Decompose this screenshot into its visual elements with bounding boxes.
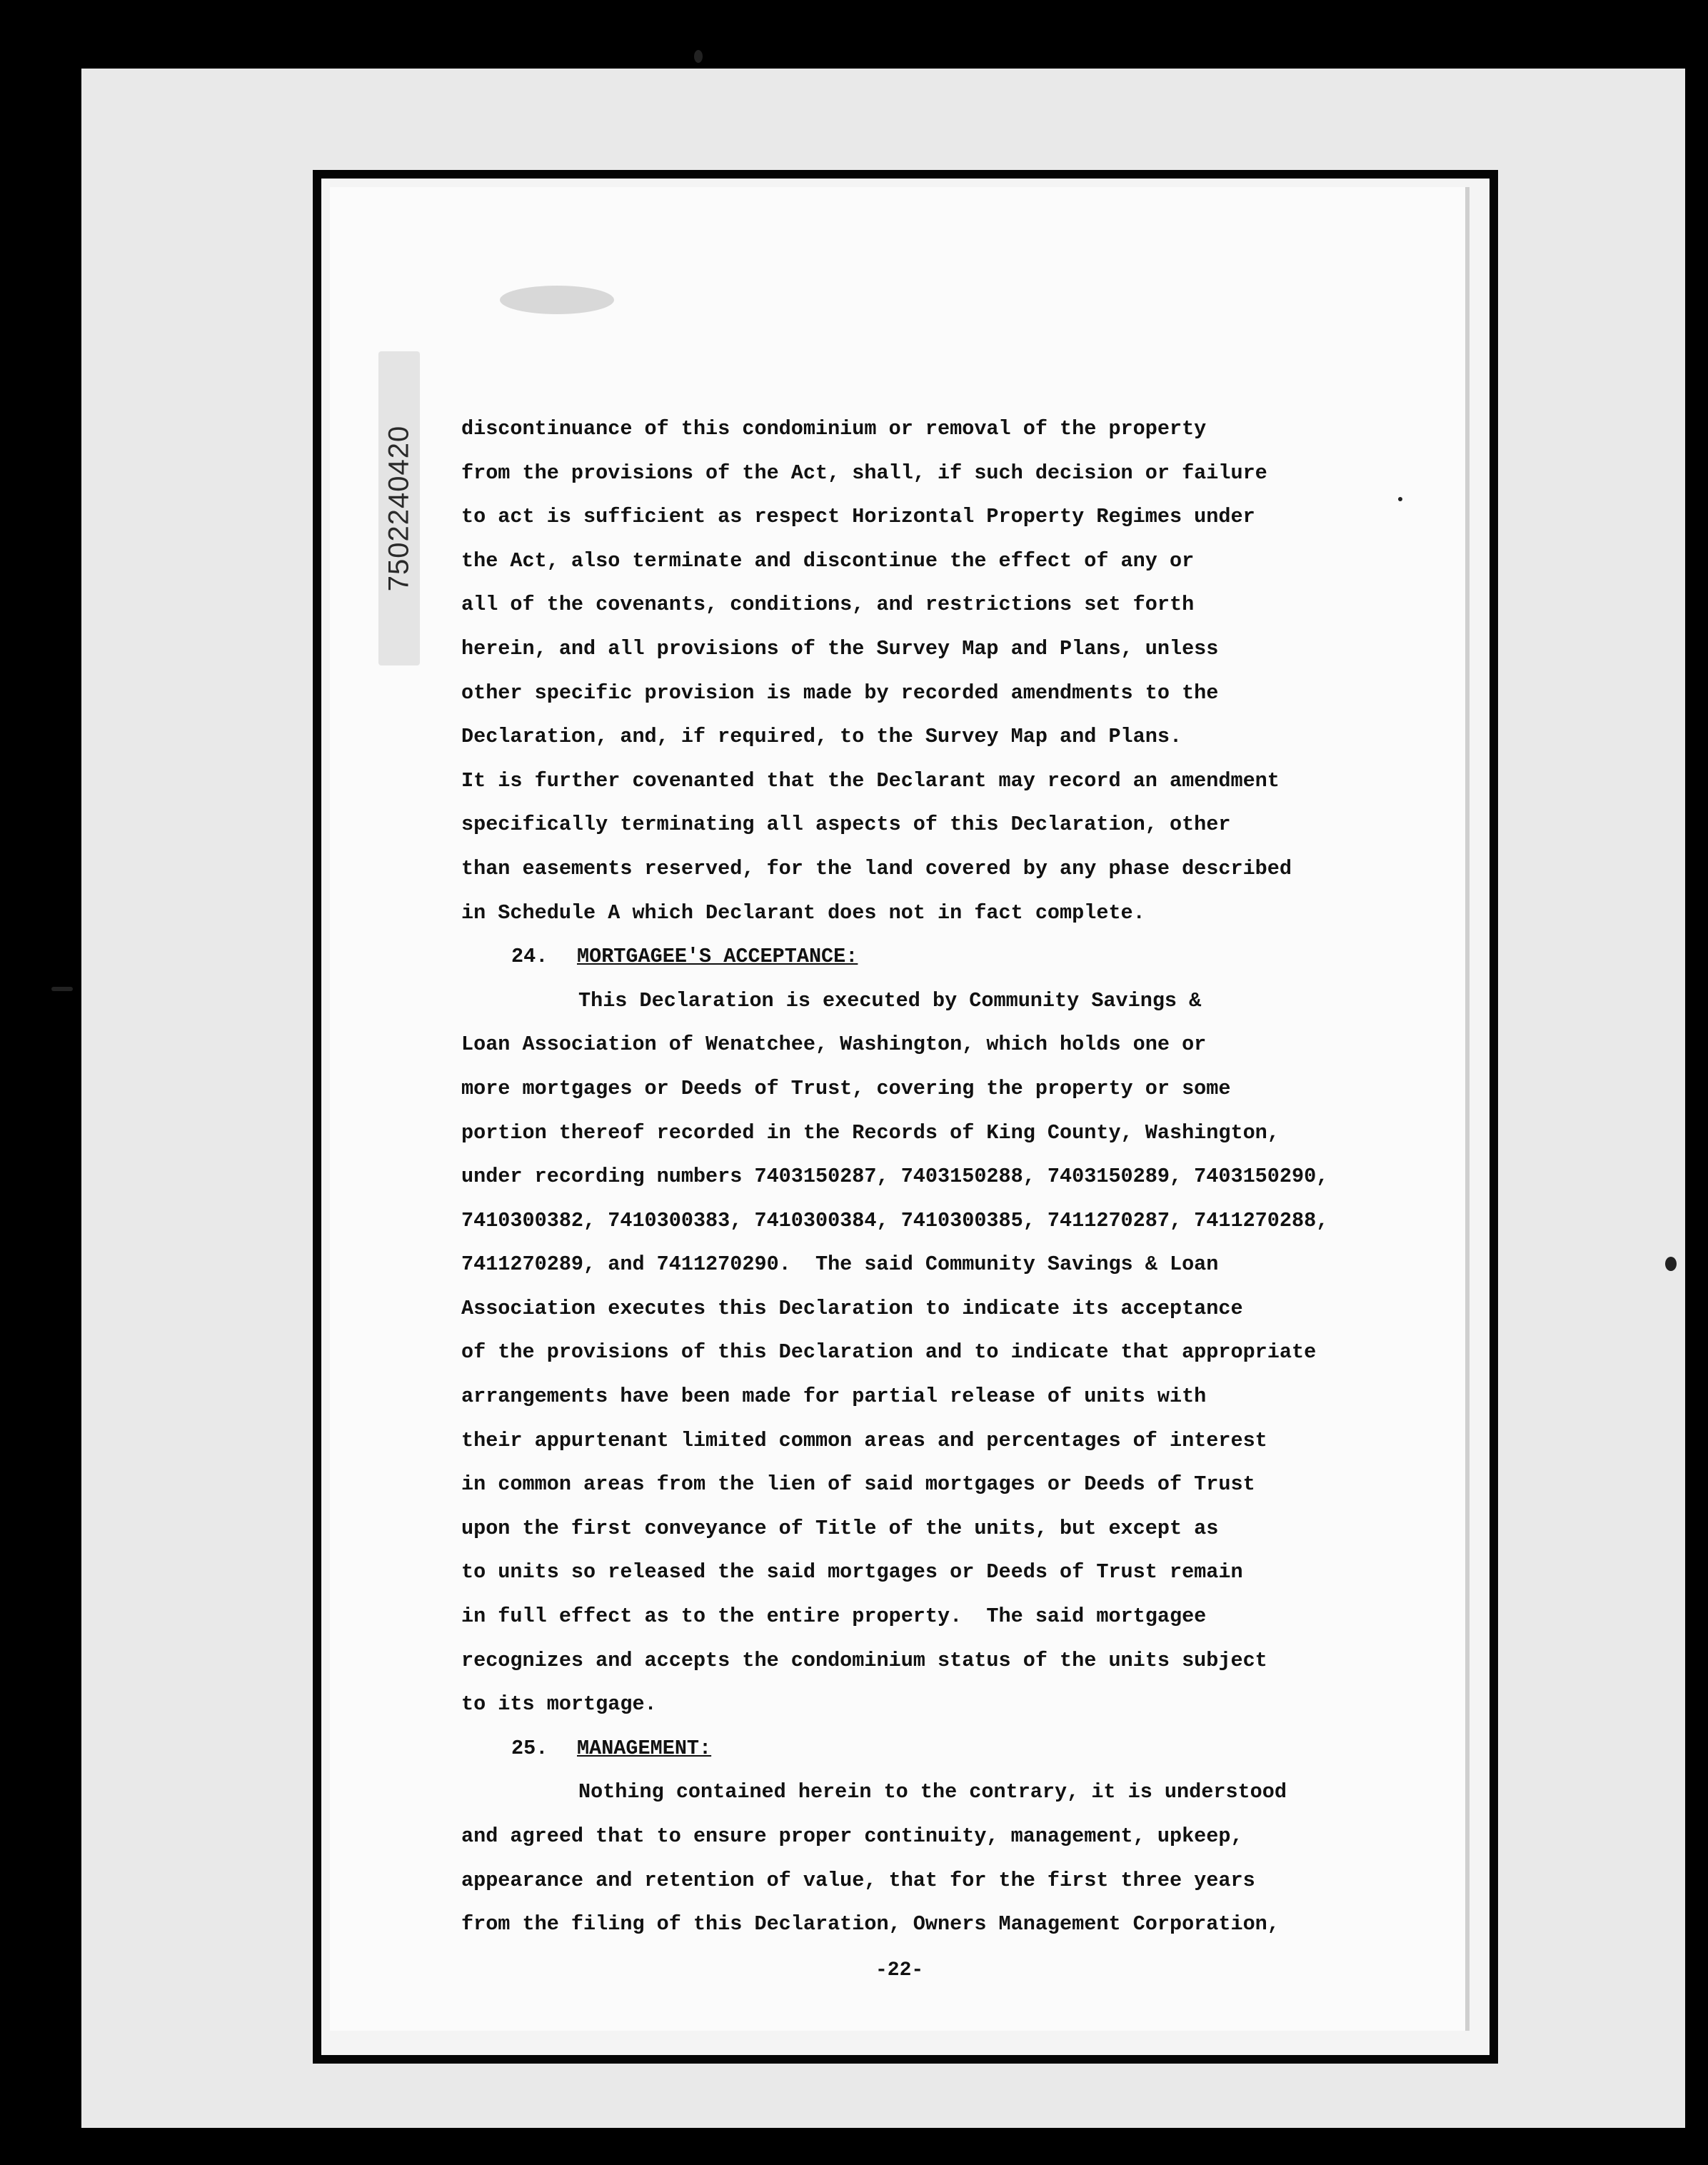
section-24-number: 24.: [511, 945, 548, 969]
section-24-line: Association executes this Declaration to indicate its acceptance: [461, 1296, 1243, 1320]
body-line: the Act, also terminate and discontinue the effect of any or: [461, 548, 1195, 573]
section-24-line: 7411270289, and 7411270290. The said Community Savings & Loan: [461, 1252, 1219, 1277]
section-25-line: from the filing of this Declaration, Owners Management Corporation,: [461, 1912, 1280, 1937]
body-line: in Schedule A which Declarant does not in fact complete.: [461, 900, 1145, 925]
body-line: to act is sufficient as respect Horizontal Property Regimes under: [461, 505, 1255, 529]
section-24-line: This Declaration is executed by Community Savings &: [578, 988, 1202, 1013]
page-number: -22-: [875, 1959, 924, 1981]
section-25-line: and agreed that to ensure proper continuity, management, upkeep,: [461, 1824, 1243, 1848]
section-24-line: in common areas from the lien of said mortgages or Deeds of Trust: [461, 1472, 1255, 1497]
section-25-line: Nothing contained herein to the contrary, it is understood: [578, 1780, 1287, 1804]
section-24-line: to units so released the said mortgages or Deeds of Trust remain: [461, 1560, 1243, 1584]
section-24-line: upon the first conveyance of Title of the units, but except as: [461, 1516, 1219, 1540]
document-body: [461, 407, 1411, 1947]
section-24-line: to its mortgage.: [461, 1692, 657, 1717]
scan-speck: [694, 50, 703, 63]
scan-speck: [1665, 1257, 1677, 1271]
body-line: all of the covenants, conditions, and restrictions set forth: [461, 593, 1195, 617]
section-24-line: recognizes and accepts the condominium status of the units subject: [461, 1648, 1267, 1672]
recording-stamp-number: 7502240420: [383, 425, 415, 592]
section-24-line: arrangements have been made for partial release of units with: [461, 1385, 1207, 1409]
scan-smudge: [500, 286, 614, 314]
section-24-title: MORTGAGEE'S ACCEPTANCE:: [577, 945, 858, 969]
section-25-heading: [461, 1727, 1411, 1771]
section-24-line: under recording numbers 7403150287, 7403150288, 7403150289, 7403150290,: [461, 1165, 1329, 1189]
section-24-line: Loan Association of Wenatchee, Washington, which holds one or: [461, 1033, 1207, 1057]
section-24-line: more mortgages or Deeds of Trust, covering the property or some: [461, 1076, 1231, 1100]
section-24-line: their appurtenant limited common areas and percentages of interest: [461, 1428, 1267, 1452]
section-24-line: of the provisions of this Declaration and to indicate that appropriate: [461, 1340, 1317, 1365]
section-25-line: appearance and retention of value, that for the first three years: [461, 1868, 1255, 1892]
body-line: from the provisions of the Act, shall, if such decision or failure: [461, 461, 1267, 485]
section-24-heading: [461, 935, 1411, 979]
body-line: specifically terminating all aspects of this Declaration, other: [461, 813, 1231, 837]
body-line: herein, and all provisions of the Survey Map and Plans, unless: [461, 636, 1219, 660]
section-24-line: portion thereof recorded in the Records of King County, Washington,: [461, 1120, 1280, 1145]
body-line: other specific provision is made by recorded amendments to the: [461, 680, 1219, 705]
body-line: Declaration, and, if required, to the Survey Map and Plans.: [461, 725, 1182, 749]
section-24-line: 7410300382, 7410300383, 7410300384, 7410300385, 7411270287, 7411270288,: [461, 1208, 1329, 1232]
body-line: discontinuance of this condominium or removal of the property: [461, 417, 1207, 441]
section-24-line: in full effect as to the entire property. The said mortgagee: [461, 1604, 1207, 1629]
recording-stamp: [378, 351, 420, 665]
scan-speck: [51, 987, 73, 991]
section-25-title: MANAGEMENT:: [577, 1736, 712, 1760]
body-line: It is further covenanted that the Declarant may record an amendment: [461, 768, 1280, 793]
section-25-number: 25.: [511, 1736, 548, 1760]
body-line: than easements reserved, for the land covered by any phase described: [461, 856, 1292, 880]
